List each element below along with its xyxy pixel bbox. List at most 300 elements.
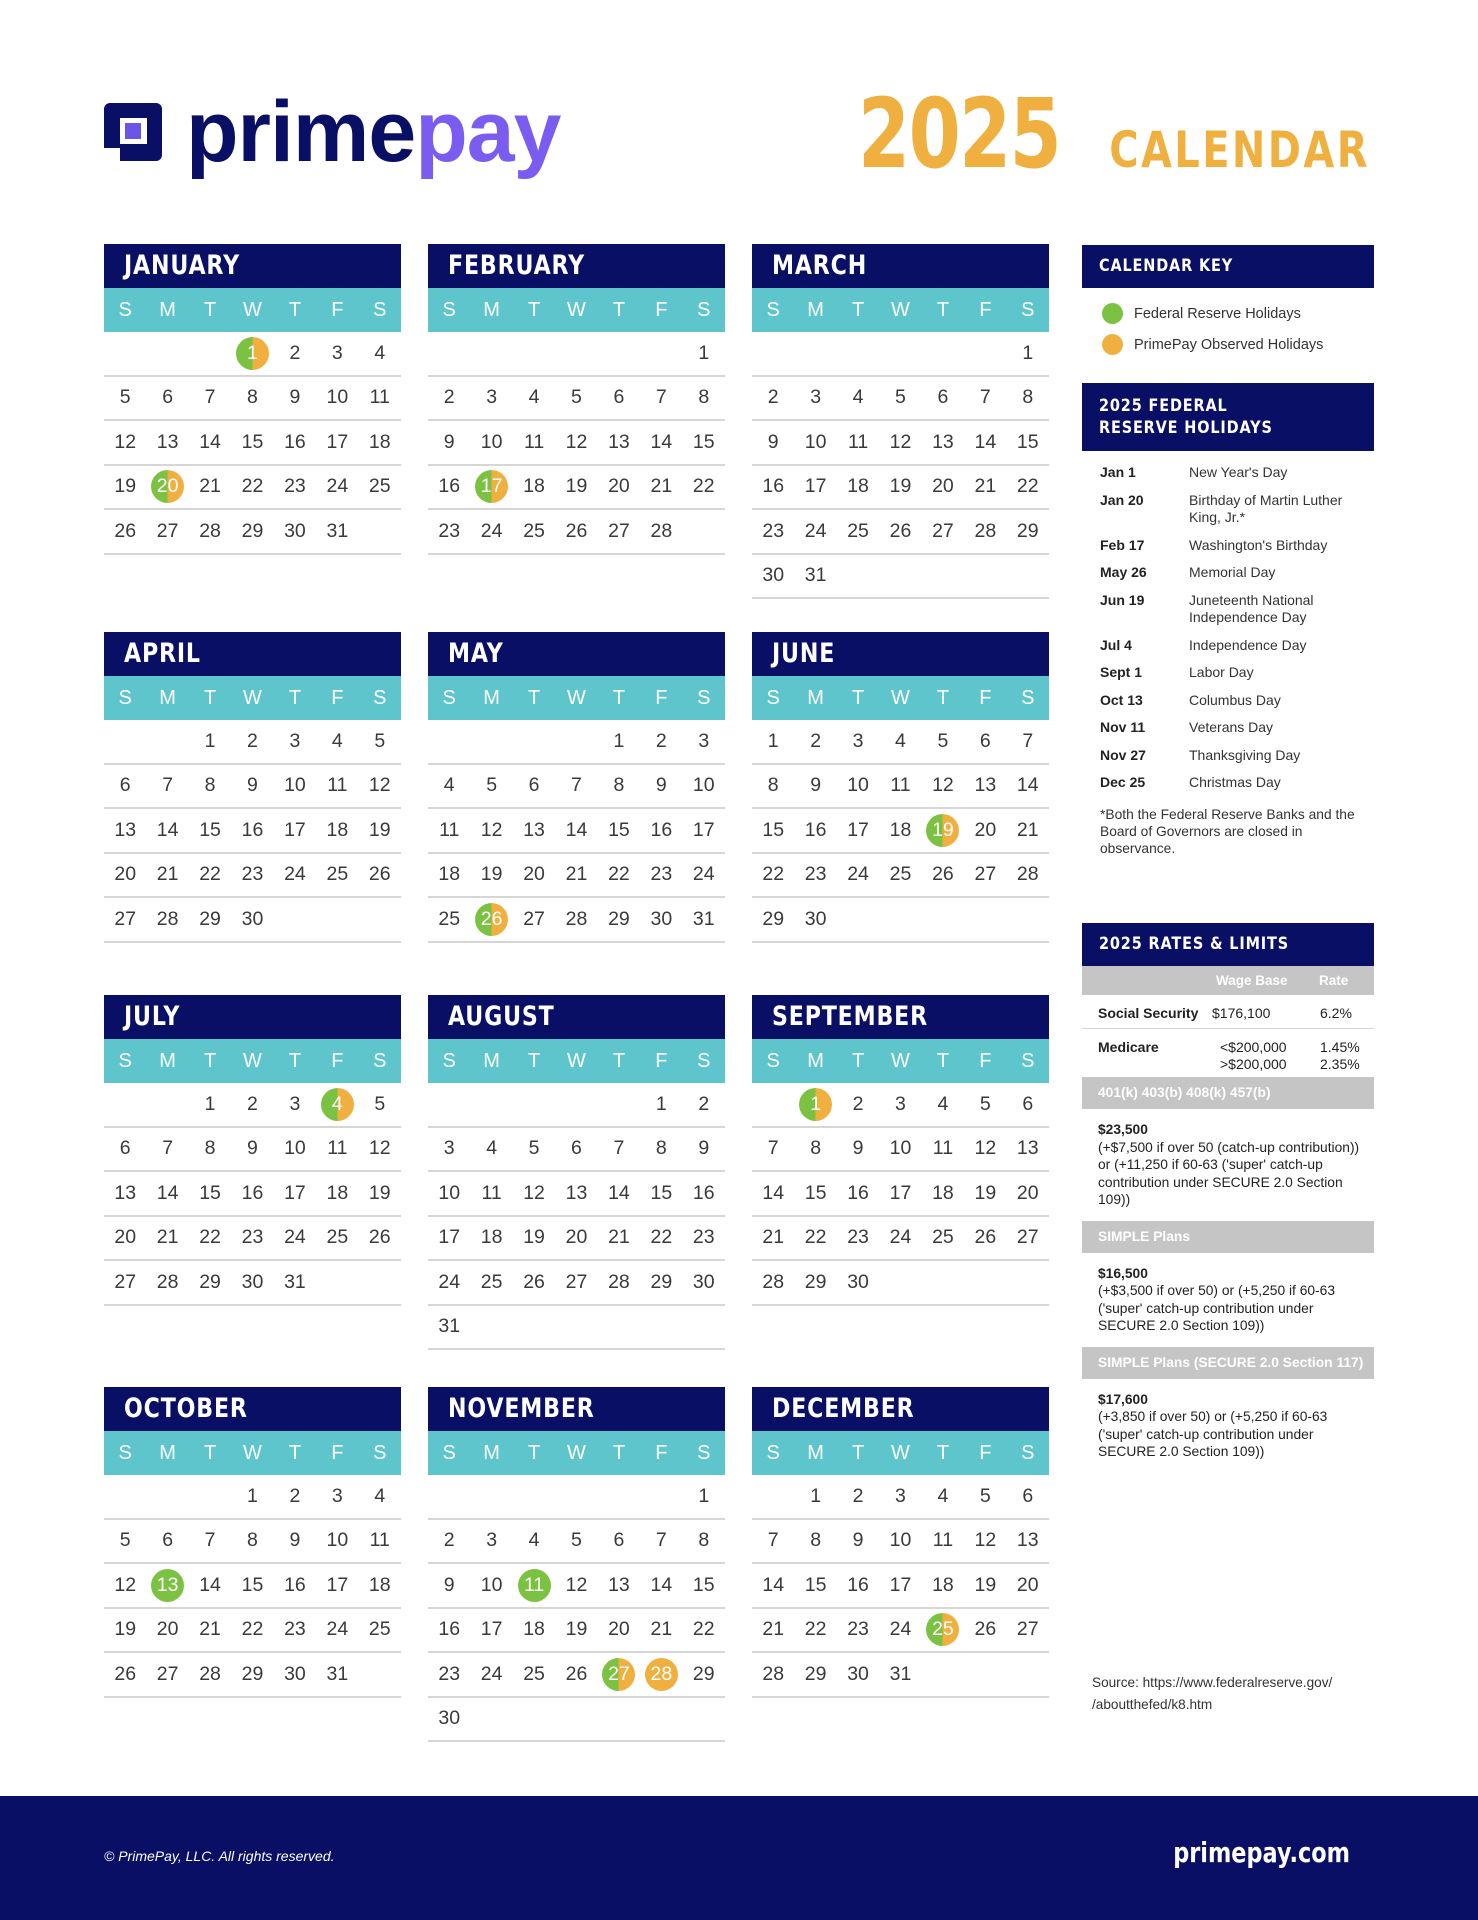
day-number: 17 (804, 475, 827, 498)
weekday-label: S (118, 687, 132, 709)
day-number (602, 337, 635, 370)
day-cell (359, 1172, 401, 1215)
day-number: 1 (698, 341, 710, 364)
day-number: 3 (486, 386, 498, 409)
day-cell (274, 510, 316, 553)
day-number: 25 (847, 519, 869, 542)
day-number: 3 (852, 729, 864, 752)
day-number: 21 (199, 475, 221, 498)
week-row (104, 466, 401, 511)
week-row (752, 854, 1049, 899)
day-cell (683, 809, 725, 852)
day-cell (359, 809, 401, 852)
day-number (842, 559, 875, 592)
holiday-marker: 27 (602, 1658, 635, 1691)
day-cell (470, 1653, 512, 1696)
day-number: 7 (655, 386, 667, 409)
day-cell (1007, 1609, 1049, 1652)
day-cell (752, 510, 794, 553)
day-cell (428, 720, 470, 763)
day-cell (598, 854, 640, 897)
day-number (926, 903, 959, 936)
day-cell (231, 1653, 273, 1696)
day-number (560, 337, 593, 370)
day-number: 3 (443, 1137, 455, 1160)
day-number: 27 (974, 863, 997, 886)
day-number: 10 (480, 1573, 503, 1596)
weekday-label: T (612, 1050, 626, 1072)
day-cell (146, 1217, 188, 1260)
week-row (104, 510, 401, 555)
day-number: 1 (247, 1484, 258, 1507)
day-number: 11 (523, 430, 545, 453)
day-cell (683, 898, 725, 941)
day-cell (316, 1172, 358, 1215)
day-number: 13 (1016, 1529, 1039, 1552)
day-cell (683, 720, 725, 763)
day-cell (231, 809, 273, 852)
day-number: 28 (199, 1662, 221, 1685)
day-cell (640, 421, 682, 464)
day-number: 2 (698, 1092, 710, 1115)
day-number: 17 (284, 818, 306, 841)
day-number: 14 (199, 430, 221, 453)
day-number: 26 (368, 1226, 391, 1249)
day-cell (964, 1128, 1006, 1171)
retirement-401k-block: $23,500 (+$7,500 if over 50 (catch-up contribution)) or (+11,250 if 60-63 ('super' catch-up contribution under SECURE 2.0 Section 109)) (1098, 1122, 1360, 1207)
day-cell (428, 1698, 470, 1741)
day-cell (231, 765, 273, 808)
day-number (757, 1480, 790, 1513)
day-cell (470, 1083, 512, 1126)
day-number: 26 (932, 863, 954, 886)
day-cell (428, 1083, 470, 1126)
day-number: 10 (284, 774, 306, 797)
source-note: Source: https://www.federalreserve.gov/ /aboutthefed/k8.htm (1092, 1675, 1333, 1712)
day-number: 29 (608, 907, 630, 930)
day-cell (837, 1609, 879, 1652)
day-cell (598, 898, 640, 941)
day-number: 30 (650, 907, 673, 930)
day-number (757, 337, 790, 370)
day-cell (837, 421, 879, 464)
day-cell (231, 1083, 273, 1126)
day-cell (231, 1172, 273, 1215)
day-number: 17 (326, 430, 349, 453)
day-cell (231, 854, 273, 897)
week-row (428, 1564, 725, 1609)
weekday-label: T (851, 299, 865, 321)
day-cell (752, 1520, 794, 1563)
day-cell (359, 1128, 401, 1171)
day-number: 26 (889, 519, 912, 542)
weekday-label: T (612, 299, 626, 321)
day-cell (752, 765, 794, 808)
week-row (428, 1261, 725, 1306)
day-cell (316, 466, 358, 509)
day-cell (274, 1653, 316, 1696)
day-cell (683, 854, 725, 897)
day-cell (555, 1564, 597, 1607)
day-number: 23 (438, 1662, 461, 1685)
day-cell (640, 510, 682, 553)
day-cell (428, 765, 470, 808)
day-cell (640, 854, 682, 897)
weekday-label: F (331, 1050, 344, 1072)
holiday-marker: 25 (926, 1613, 959, 1646)
day-cell (922, 466, 964, 509)
day-cell (683, 421, 725, 464)
day-cell (470, 809, 512, 852)
weekday-label: S (373, 299, 387, 321)
day-number: 15 (1016, 430, 1039, 453)
day-number: 20 (114, 863, 137, 886)
day-number: 6 (1022, 1092, 1034, 1115)
day-number (518, 1480, 551, 1513)
day-cell (428, 1128, 470, 1171)
weekday-label: T (203, 1050, 217, 1072)
day-number: 30 (241, 907, 264, 930)
day-number: 19 (368, 1181, 391, 1204)
day-number: 6 (119, 1137, 131, 1160)
day-cell (316, 421, 358, 464)
day-number (687, 1702, 720, 1735)
holiday-marker: 20 (151, 470, 184, 503)
day-cell (794, 1128, 836, 1171)
day-number: 13 (523, 818, 545, 841)
title-year: 2025 (857, 78, 1061, 190)
day-cell (513, 421, 555, 464)
weekday-label: T (851, 1050, 865, 1072)
rates-limits (1082, 923, 1374, 1473)
day-cell (794, 377, 836, 420)
day-cell (359, 1475, 401, 1518)
day-cell (513, 1217, 555, 1260)
day-cell (146, 1261, 188, 1304)
weekday-header (752, 1039, 1049, 1083)
holiday-date: Dec 25 (1100, 774, 1146, 790)
day-number: 10 (438, 1181, 461, 1204)
day-cell (879, 555, 921, 598)
day-cell (555, 377, 597, 420)
day-cell (964, 898, 1006, 941)
holiday-date: May 26 (1100, 564, 1147, 580)
day-number: 22 (241, 475, 264, 498)
day-cell (316, 332, 358, 375)
day-number: 11 (481, 1181, 502, 1204)
day-number: 18 (932, 1573, 954, 1596)
day-cell (359, 1520, 401, 1563)
week-row (104, 1564, 401, 1609)
day-cell (316, 1217, 358, 1260)
day-number: 21 (156, 1226, 179, 1249)
day-cell (470, 1261, 512, 1304)
day-number: 13 (565, 1181, 588, 1204)
weekday-label: F (979, 299, 992, 321)
day-cell (879, 1261, 921, 1304)
day-cell (964, 332, 1006, 375)
day-number: 7 (162, 1137, 174, 1160)
week-row (752, 809, 1049, 854)
day-cell (189, 332, 231, 375)
month-title: DECEMBER (752, 1387, 1049, 1431)
day-number: 14 (156, 818, 179, 841)
day-cell (683, 1261, 725, 1304)
day-cell (274, 1520, 316, 1563)
day-number: 10 (889, 1137, 912, 1160)
day-cell (231, 332, 273, 375)
day-number: 7 (767, 1137, 779, 1160)
holiday-marker: 17 (475, 470, 508, 503)
week-row (104, 898, 401, 943)
day-number: 19 (368, 818, 391, 841)
weekday-label: S (373, 687, 387, 709)
day-cell (470, 332, 512, 375)
day-cell (794, 555, 836, 598)
day-cell (513, 332, 555, 375)
week-row (104, 854, 401, 899)
day-number: 27 (114, 907, 137, 930)
day-cell (598, 1083, 640, 1126)
weekday-label: M (483, 299, 500, 321)
day-cell (837, 1128, 879, 1171)
weekday-label: S (442, 1442, 456, 1464)
day-cell (879, 1172, 921, 1215)
day-cell (794, 1172, 836, 1215)
day-cell (794, 510, 836, 553)
site-link[interactable]: primepay.com (1173, 1836, 1350, 1869)
day-number (884, 1266, 917, 1299)
day-cell (752, 1128, 794, 1171)
weekday-label: T (288, 299, 302, 321)
day-number: 30 (847, 1270, 869, 1293)
day-cell (428, 1520, 470, 1563)
day-number (645, 1702, 678, 1735)
day-cell (189, 1083, 231, 1126)
week-row (104, 1653, 401, 1698)
weekday-label: T (936, 687, 950, 709)
weekday-label: S (373, 1442, 387, 1464)
week-row (428, 1172, 725, 1217)
weekday-label: S (118, 1442, 132, 1464)
day-number: 21 (762, 1618, 785, 1641)
day-cell (598, 466, 640, 509)
holiday-name: New Year's Day (1189, 464, 1288, 480)
day-cell (879, 377, 921, 420)
day-cell (683, 466, 725, 509)
day-number: 29 (762, 907, 785, 930)
day-number: 19 (974, 1573, 997, 1596)
weekday-label: M (807, 687, 824, 709)
day-number: 19 (889, 475, 912, 498)
day-cell (683, 1475, 725, 1518)
day-cell (189, 1609, 231, 1652)
day-number: 30 (762, 564, 785, 587)
day-cell (470, 1475, 512, 1518)
day-cell (513, 466, 555, 509)
weekday-header (104, 1431, 401, 1475)
day-number: 24 (326, 475, 349, 498)
day-number: 22 (199, 1226, 221, 1249)
day-cell (837, 1520, 879, 1563)
day-cell (598, 1172, 640, 1215)
day-cell (879, 765, 921, 808)
day-cell (274, 1564, 316, 1607)
weekday-header (428, 288, 725, 332)
day-cell (470, 854, 512, 897)
weekday-label: S (697, 1442, 711, 1464)
day-number: 23 (284, 1618, 306, 1641)
day-cell (964, 1564, 1006, 1607)
day-number: 29 (199, 907, 221, 930)
day-cell (683, 1520, 725, 1563)
day-number: 15 (241, 430, 264, 453)
day-number: 19 (523, 1226, 545, 1249)
day-cell (189, 809, 231, 852)
week-row (752, 898, 1049, 943)
day-cell (513, 1306, 555, 1349)
day-cell (879, 1520, 921, 1563)
month-title: MARCH (752, 244, 1049, 288)
day-number: 31 (284, 1270, 306, 1293)
rates-title: 2025 RATES & LIMITS (1082, 923, 1374, 966)
day-cell (513, 377, 555, 420)
weekday-header (752, 1431, 1049, 1475)
simple-117-block: $17,600 (+3,850 if over 50) or (+5,250 if 60-63 ('super' catch-up contribution under SECURE 2.0 Section 109)) (1098, 1391, 1328, 1459)
day-number: 29 (1016, 519, 1039, 542)
day-number (433, 725, 466, 758)
day-number: 30 (847, 1662, 869, 1685)
holiday-date: Feb 17 (1100, 536, 1145, 553)
week-row (428, 898, 725, 943)
weekday-label: S (1021, 687, 1035, 709)
day-cell (683, 332, 725, 375)
day-number (475, 337, 508, 370)
weekday-label: T (612, 1442, 626, 1464)
week-row (428, 1520, 725, 1565)
day-number: 21 (199, 1618, 221, 1641)
day-cell (837, 1475, 879, 1518)
day-number: 11 (369, 1529, 390, 1552)
day-number: 8 (698, 386, 710, 409)
day-number: 28 (974, 519, 997, 542)
day-number (842, 903, 875, 936)
day-cell (274, 1261, 316, 1304)
day-cell (428, 377, 470, 420)
week-row (752, 466, 1049, 511)
month-title: JUNE (752, 632, 1049, 676)
holiday-name: Labor Day (1189, 664, 1254, 680)
day-number (518, 1310, 551, 1343)
month-march (752, 244, 1049, 599)
day-number: 20 (1016, 1573, 1039, 1596)
week-row (428, 1306, 725, 1351)
day-number: 10 (847, 774, 869, 797)
day-number: 23 (804, 863, 827, 886)
day-number: 25 (326, 1226, 349, 1249)
day-cell (104, 1475, 146, 1518)
holiday-date: Jun 19 (1100, 591, 1145, 608)
holiday-name: Memorial Day (1189, 564, 1276, 580)
day-cell (922, 510, 964, 553)
day-number: 4 (895, 729, 906, 752)
day-number: 23 (241, 863, 264, 886)
day-cell (640, 1128, 682, 1171)
day-cell (640, 377, 682, 420)
day-number: 18 (523, 1618, 545, 1641)
day-number: 1 (613, 729, 625, 752)
day-cell (922, 555, 964, 598)
day-cell (879, 1653, 921, 1696)
day-cell (316, 1564, 358, 1607)
holiday-name: Independence Day (1189, 636, 1307, 653)
holiday-marker: 28 (645, 1658, 678, 1691)
day-cell (683, 1083, 725, 1126)
day-number (475, 1480, 508, 1513)
day-cell (104, 1217, 146, 1260)
day-cell (837, 510, 879, 553)
day-number: 25 (932, 1226, 954, 1249)
day-number: 2 (247, 1092, 258, 1115)
day-number: 3 (289, 729, 301, 752)
day-cell (513, 1698, 555, 1741)
week-row (428, 510, 725, 555)
day-number: 10 (326, 386, 349, 409)
month-title: FEBRUARY (428, 244, 725, 288)
day-number: 9 (767, 430, 779, 453)
day-cell (640, 1475, 682, 1518)
weekday-label: T (851, 1442, 865, 1464)
holiday-name: Birthday of Martin Luther King, Jr.* (1189, 491, 1343, 525)
day-cell (104, 720, 146, 763)
day-cell (189, 377, 231, 420)
day-number (645, 1480, 678, 1513)
day-cell (555, 421, 597, 464)
day-cell (1007, 898, 1049, 941)
day-number: 7 (571, 774, 582, 797)
day-number: 1 (204, 729, 216, 752)
week-row (752, 1653, 1049, 1698)
day-number: 28 (762, 1662, 785, 1685)
day-cell (104, 1172, 146, 1215)
day-cell (513, 809, 555, 852)
day-cell (794, 332, 836, 375)
week-row (428, 421, 725, 466)
day-number: 24 (284, 863, 306, 886)
day-number: 16 (762, 475, 785, 498)
weekday-header (104, 1039, 401, 1083)
day-cell (231, 1520, 273, 1563)
week-row (104, 1172, 401, 1217)
day-number (560, 1310, 593, 1343)
day-number: 16 (284, 430, 306, 453)
day-number: 11 (327, 774, 348, 797)
day-cell (837, 854, 879, 897)
day-cell (274, 1128, 316, 1171)
day-cell (359, 332, 401, 375)
day-cell (189, 1564, 231, 1607)
day-number (321, 1266, 354, 1299)
day-number: 29 (692, 1662, 715, 1685)
day-cell (1007, 765, 1049, 808)
day-cell (752, 1261, 794, 1304)
day-cell (146, 854, 188, 897)
day-cell (837, 1217, 879, 1260)
day-number: 26 (114, 519, 137, 542)
day-number: 3 (289, 1092, 301, 1115)
day-number: 9 (655, 774, 667, 797)
holiday-row (1100, 564, 1374, 582)
